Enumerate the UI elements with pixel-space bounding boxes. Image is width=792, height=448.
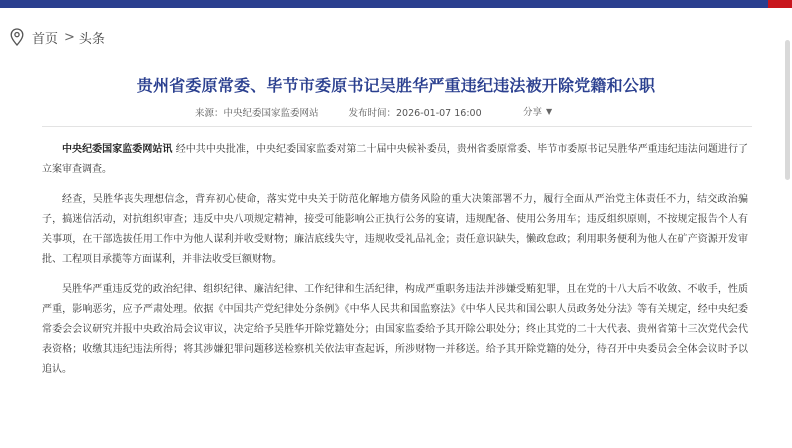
share-label: 分享	[523, 107, 543, 118]
article-paragraph	[42, 140, 748, 180]
location-pin-icon	[10, 28, 24, 46]
breadcrumb	[10, 26, 105, 48]
article-body	[42, 140, 748, 390]
article-source: 来源：中央纪委国家监委网站	[195, 108, 319, 119]
article-lead: 中央纪委国家监委网站讯	[62, 144, 173, 155]
article-paragraph-text: 吴胜华严重违反党的政治纪律、组织纪律、廉洁纪律、工作纪律和生活纪律，构成严重职务违法并涉嫌受贿犯罪，且在党的十八大后不收敛、不收手，性质严重，影响恶劣，应予严肃处理。依据《中国共产党纪律处分条例》《中华人民共和国监察法》《中华人民共和国公职人员政务处分法》等有关规定，经中央纪委常委会会议研究并报中央政治局会议审议，决定给予吴胜华开除党籍处分；由国家监委给予其开除公职处分；终止其党的二十大代表、贵州省第十三次党代会代表资格；收缴其违纪违法所得；将其涉嫌犯罪问题移送检察机关依法审查起诉，所涉财物一并移送。给予其开除党籍的处分，待召开中央委员会全体会议时予以追认。	[42, 284, 748, 375]
chevron-down-icon: ▼	[546, 106, 553, 116]
article-meta	[195, 104, 482, 120]
breadcrumb-current-link[interactable]: 头条	[78, 31, 105, 47]
article-publish-time: 发布时间：2026-01-07 16:00	[348, 108, 482, 119]
article-paragraph-text: 经查，吴胜华丧失理想信念，背弃初心使命，落实党中央关于防范化解地方债务风险的重大决策部署不力，履行全面从严治党主体责任不力，结交政治骗子，搞迷信活动，对抗组织审查；违反中央八项规定精神，接受可能影响公正执行公务的宴请，违规配备、使用公务用车；违反组织原则，不按规定报告个人有关事项，在干部选拔任用工作中为他人谋利并收受财物；廉洁底线失守，违规收受礼品礼金；责任意识缺失，懒政怠政；利用职务便利为他人在矿产资源开发审批、工程项目承揽等方面谋利，并非法收受巨额财物。	[42, 194, 748, 265]
share-button[interactable]	[523, 103, 552, 119]
breadcrumb-home-link[interactable]: 首页	[32, 31, 59, 47]
divider	[42, 126, 752, 127]
article-paragraph-text: 经中共中央批准，中央纪委国家监委对第二十届中央候补委员，贵州省委原常委、毕节市委原书记吴胜华严重违纪违法问题进行了立案审查调查。	[42, 144, 749, 175]
article-paragraph	[42, 190, 748, 270]
article-title: 贵州省委原常委、毕节市委原书记吴胜华严重违纪违法被开除党籍和公职	[136, 75, 656, 95]
article-paragraph	[42, 280, 748, 380]
breadcrumb-separator: >	[64, 29, 75, 45]
top-brand-accent	[768, 0, 792, 8]
top-brand-bar	[0, 0, 792, 8]
scrollbar-thumb[interactable]	[785, 40, 790, 180]
